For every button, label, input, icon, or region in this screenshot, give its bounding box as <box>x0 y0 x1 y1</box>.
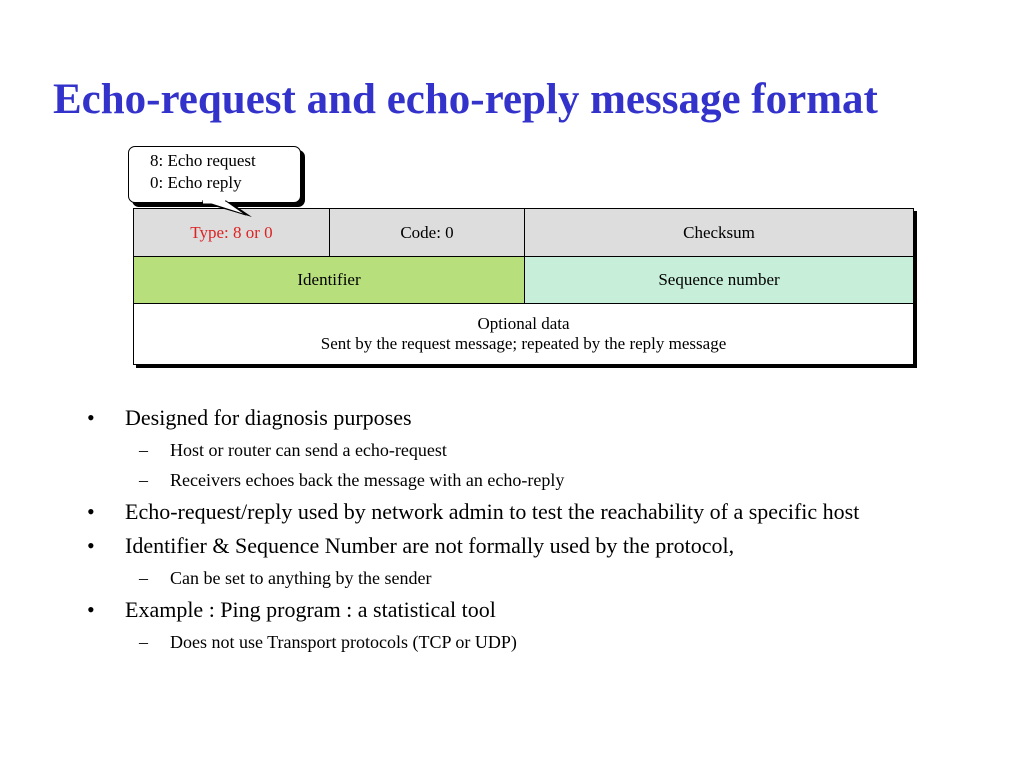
callout-pointer <box>200 200 260 220</box>
checksum-field <box>525 209 913 257</box>
sequence-number-field <box>525 257 913 304</box>
identifier-field <box>134 257 525 304</box>
type-label: Type: 8 or 0 <box>190 222 273 242</box>
code-label: Code: 0 <box>400 222 454 242</box>
bullet-marker: • <box>87 597 95 622</box>
bullet-marker: • <box>87 499 95 524</box>
sub-bullet-item <box>0 631 1024 653</box>
bullet-marker: • <box>87 405 95 430</box>
sub-bullet-text: Can be set to anything by the sender <box>170 568 432 588</box>
sub-bullet-text: Host or router can send a echo-request <box>170 440 447 460</box>
callout-line-request: 8: Echo request <box>150 151 256 170</box>
slide-title: Echo-request and echo-reply message format <box>53 76 878 123</box>
callout-line-reply: 0: Echo reply <box>150 173 242 192</box>
sub-bullet-text: Receivers echoes back the message with an echo-reply <box>170 470 565 490</box>
optional-data-note: Sent by the request message; repeated by the reply message <box>320 334 727 353</box>
identifier-label: Identifier <box>297 270 361 289</box>
dash-marker: – <box>139 470 148 490</box>
dash-marker: – <box>139 568 148 588</box>
bullet-marker: • <box>87 533 95 558</box>
sub-bullet-item <box>0 439 1024 461</box>
bullet-text: Echo-request/reply used by network admin to test the reachability of a specific host <box>125 499 860 524</box>
type-callout <box>128 146 301 203</box>
bullet-text: Example : Ping program : a statistical tool <box>125 597 496 622</box>
code-field <box>330 209 525 257</box>
dash-marker: – <box>139 440 148 460</box>
bullet-item <box>0 498 955 525</box>
sub-bullet-item <box>0 469 1024 491</box>
checksum-label: Checksum <box>683 222 755 242</box>
sub-bullet-item <box>0 567 1024 589</box>
bullet-text: Identifier & Sequence Number are not formally used by the protocol, <box>125 533 735 558</box>
bullet-item <box>0 596 955 623</box>
optional-data-field <box>134 304 913 364</box>
dash-marker: – <box>139 632 148 652</box>
bullet-item <box>0 532 955 559</box>
bullet-list <box>0 404 1024 653</box>
icmp-message-format <box>133 208 914 365</box>
sub-bullet-text: Does not use Transport protocols (TCP or UDP) <box>170 632 517 652</box>
bullet-item <box>0 404 955 431</box>
optional-data-title: Optional data <box>477 314 570 333</box>
bullet-text: Designed for diagnosis purposes <box>125 405 412 430</box>
sequence-number-label: Sequence number <box>658 270 780 289</box>
